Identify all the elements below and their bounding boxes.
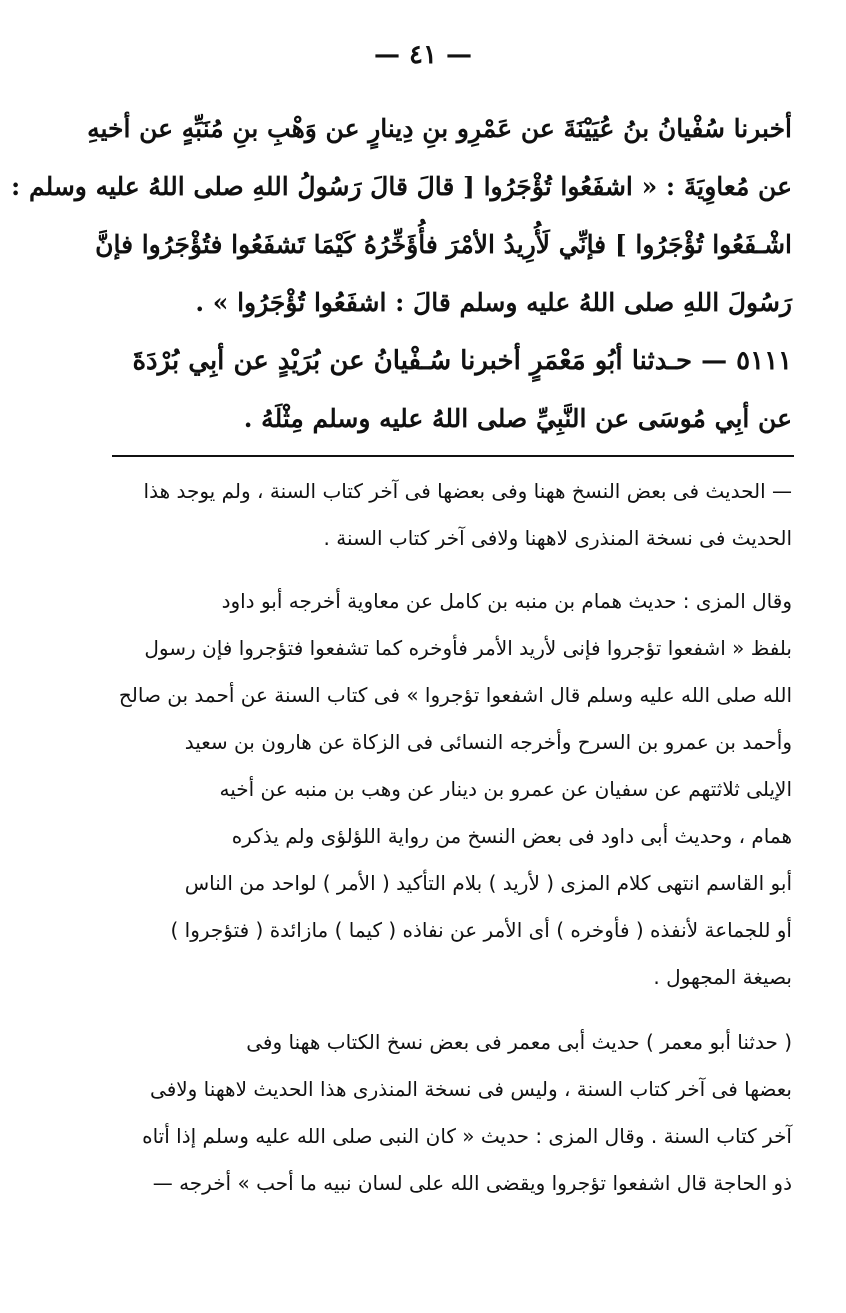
footnote-line: بعضها فى آخر كتاب السنة ، وليس فى نسخة المنذرى هذا الحديث لاههنا ولافى — [150, 1077, 792, 1101]
footnote-line: الحديث فى نسخة المنذرى لاههنا ولافى آخر كتاب السنة . — [323, 526, 792, 550]
footnote-line: آخر كتاب السنة . وقال المزى : حديث « كان النبى صلى الله عليه وسلم إذا أتاه — [142, 1124, 792, 1148]
main-text-line: عن أبِي مُوسَى عن النَّبِيِّ صلى اللهُ عليه وسلم مِثْلَهُ . — [243, 404, 792, 433]
footnote-line: أبو القاسم انتهى كلام المزى ( لأريد ) بلام التأكيد ( الأمر ) لواحد من الناس — [184, 871, 792, 895]
footnote-block-1 — [106, 468, 792, 562]
footnote-line: بلفظ « اشفعوا تؤجروا فإنى لأريد الأمر فأوخره كما تشفعوا فتؤجروا فإن رسول — [144, 636, 792, 660]
page-number: — ٤١ — — [373, 40, 473, 70]
footnote-line: — الحديث فى بعض النسخ ههنا وفى بعضها فى آخر كتاب السنة ، ولم يوجد هذا — [143, 479, 792, 503]
footnote-block-3 — [106, 1019, 792, 1207]
footnote-line: الله صلى الله عليه وسلم قال اشفعوا تؤجروا » فى كتاب السنة عن أحمد بن صالح — [118, 683, 792, 707]
main-text-line: اشْـفَعُوا تُؤْجَرُوا ] فإنِّي لَأُرِيدُ الأمْرَ فأُؤَخِّرُهُ كَيْمَا تَشفَعُوا فتُؤْجَرُوا فإنَّ — [95, 230, 792, 259]
footnote-separator-rule — [112, 455, 794, 457]
footnote-line: ( حدثنا أبو معمر ) حديث أبى معمر فى بعض نسخ الكتاب ههنا وفى — [246, 1030, 792, 1054]
hadith-main-text — [11, 100, 792, 448]
footnote-line: أو للجماعة لأنفذه ( فأوخره ) أى الأمر عن نفاذه ( كيما ) مازائدة ( فتؤجروا ) — [170, 918, 792, 942]
footnote-block-2 — [106, 578, 792, 1001]
footnote-line: وأحمد بن عمرو بن السرح وأخرجه النسائى فى الزكاة عن هارون بن سعيد — [184, 730, 792, 754]
footnote-line: ذو الحاجة قال اشفعوا تؤجروا ويقضى الله على لسان نبيه ما أحب » أخرجه — — [152, 1171, 792, 1195]
main-text-line: رَسُولَ اللهِ صلى اللهُ عليه وسلم قالَ : اشفَعُوا تُؤْجَرُوا » . — [195, 288, 792, 317]
footnote-line: وقال المزى : حديث همام بن منبه بن كامل عن معاوية أخرجه أبو داود — [221, 589, 792, 613]
footnotes-commentary — [106, 468, 792, 1223]
main-text-line: أخبرنا سُفْيانُ بنُ عُيَيْنَةَ عن عَمْرِو بنِ دِينارٍ عن وَهْبِ بنِ مُنَبِّهٍ عن أخيهِ — [87, 114, 792, 143]
main-text-line: عن مُعاوِيَةَ : « اشفَعُوا تُؤْجَرُوا [ قالَ قالَ رَسُولُ اللهِ صلى اللهُ عليه وسلم : — [11, 172, 792, 201]
footnote-line: بصيغة المجهول . — [653, 965, 792, 989]
footnote-line: همام ، وحديث أبى داود فى بعض النسخ من رواية اللؤلؤى ولم يذكره — [231, 824, 792, 848]
footnote-line: الإيلى ثلاثتهم عن سفيان عن عمرو بن دينار عن وهب بن منبه عن أخيه — [219, 777, 792, 801]
hadith-5111-heading-line: ٥١١١ — حـدثنا أبُو مَعْمَرٍ أخبرنا سُـفْيانُ عن بُرَيْدٍ عن أبِي بُرْدَةَ — [132, 346, 792, 376]
